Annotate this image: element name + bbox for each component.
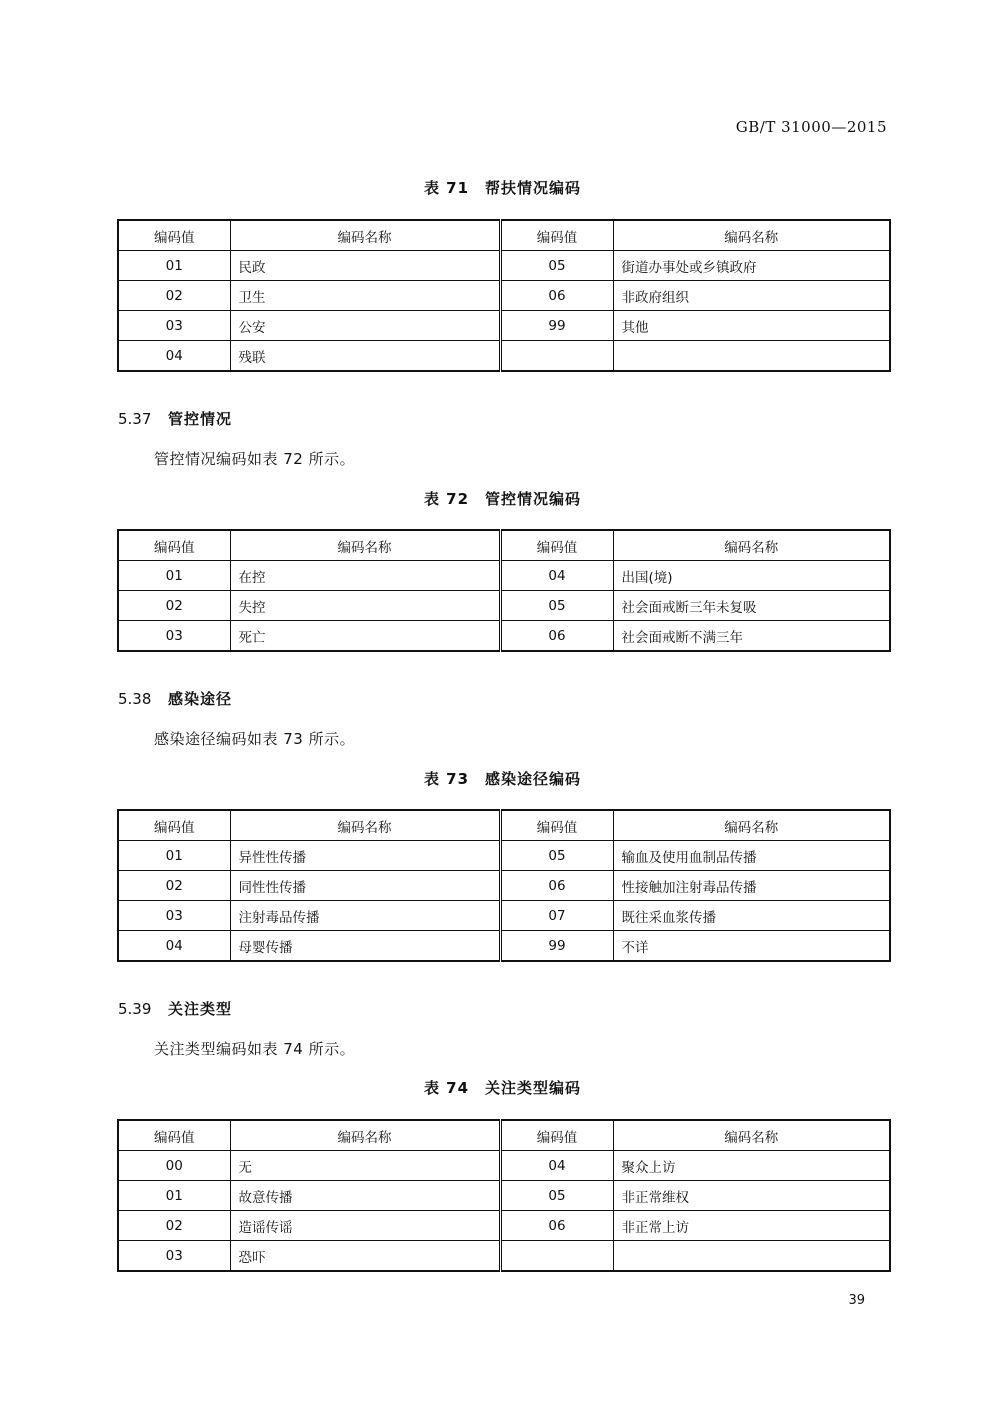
header-code: 编码值 — [500, 810, 613, 841]
code-value-cell: 06 — [500, 1211, 613, 1241]
code-name-cell: 性接触加注射毒品传播 — [613, 871, 890, 901]
header-code: 编码值 — [500, 530, 613, 561]
header-code: 编码值 — [118, 220, 230, 251]
code-value-cell: 01 — [118, 251, 230, 281]
code-name-cell: 街道办事处或乡镇政府 — [613, 251, 890, 281]
table-72 — [117, 529, 891, 652]
table-row — [118, 1151, 890, 1181]
table-row — [118, 1241, 890, 1272]
code-name-cell — [613, 341, 890, 372]
table-72-title: 表 72 管控情况编码 — [423, 490, 582, 508]
header-code: 编码值 — [500, 220, 613, 251]
code-name-cell: 输血及使用血制品传播 — [613, 841, 890, 871]
code-name-cell: 无 — [230, 1151, 500, 1181]
header-name: 编码名称 — [613, 220, 890, 251]
section-title: 关注类型 — [168, 1000, 233, 1018]
header-code: 编码值 — [118, 530, 230, 561]
table-header-row — [118, 220, 890, 251]
header-name: 编码名称 — [613, 530, 890, 561]
code-name-cell: 不详 — [613, 931, 890, 962]
table-71 — [117, 219, 891, 372]
code-name-cell: 残联 — [230, 341, 500, 372]
code-value-cell: 03 — [118, 1241, 230, 1272]
table-74-title: 表 74 关注类型编码 — [423, 1079, 582, 1097]
code-name-cell: 失控 — [230, 591, 500, 621]
code-value-cell — [500, 341, 613, 372]
code-value-cell: 03 — [118, 901, 230, 931]
code-value-cell: 06 — [500, 281, 613, 311]
section-number: 5.37 — [118, 410, 152, 428]
code-value-cell: 05 — [500, 1181, 613, 1211]
code-value-cell: 04 — [500, 1151, 613, 1181]
page-number: 39 — [848, 1293, 865, 1308]
code-name-cell: 非正常上访 — [613, 1211, 890, 1241]
code-name-cell: 公安 — [230, 311, 500, 341]
section-heading-5-37 — [118, 408, 232, 429]
table-row — [118, 841, 890, 871]
header-name: 编码名称 — [230, 810, 500, 841]
code-name-cell: 异性性传播 — [230, 841, 500, 871]
code-name-cell: 故意传播 — [230, 1181, 500, 1211]
code-value-cell: 01 — [118, 841, 230, 871]
standard-code: GB/T 31000—2015 — [735, 118, 887, 136]
table-row — [118, 1211, 890, 1241]
code-name-cell: 社会面戒断不满三年 — [613, 621, 890, 652]
code-value-cell: 04 — [118, 341, 230, 372]
code-value-cell: 06 — [500, 621, 613, 652]
code-value-cell: 02 — [118, 281, 230, 311]
code-name-cell: 注射毒品传播 — [230, 901, 500, 931]
code-value-cell: 05 — [500, 841, 613, 871]
section-title: 管控情况 — [168, 410, 233, 428]
code-name-cell: 母婴传播 — [230, 931, 500, 962]
code-name-cell — [613, 1241, 890, 1272]
code-name-cell: 死亡 — [230, 621, 500, 652]
code-name-cell: 恐吓 — [230, 1241, 500, 1272]
header-code: 编码值 — [118, 1120, 230, 1151]
code-value-cell: 07 — [500, 901, 613, 931]
table-71-title: 表 71 帮扶情况编码 — [423, 179, 582, 197]
code-value-cell: 04 — [500, 561, 613, 591]
header-name: 编码名称 — [613, 1120, 890, 1151]
table-74 — [117, 1119, 891, 1272]
header-name: 编码名称 — [230, 220, 500, 251]
code-value-cell: 03 — [118, 621, 230, 652]
code-name-cell: 卫生 — [230, 281, 500, 311]
table-header-row — [118, 810, 890, 841]
section-number: 5.38 — [118, 690, 152, 708]
code-value-cell: 05 — [500, 251, 613, 281]
code-name-cell: 民政 — [230, 251, 500, 281]
code-name-cell: 非正常维权 — [613, 1181, 890, 1211]
table-73 — [117, 809, 891, 962]
table-row — [118, 901, 890, 931]
code-value-cell: 01 — [118, 561, 230, 591]
table-row — [118, 871, 890, 901]
code-value-cell: 01 — [118, 1181, 230, 1211]
code-value-cell: 05 — [500, 591, 613, 621]
section-paragraph: 关注类型编码如表 74 所示。 — [154, 1040, 356, 1058]
table-row — [118, 311, 890, 341]
table-header-row — [118, 1120, 890, 1151]
code-name-cell: 社会面戒断三年未复吸 — [613, 591, 890, 621]
code-name-cell: 既往采血浆传播 — [613, 901, 890, 931]
section-title: 感染途径 — [168, 690, 233, 708]
table-73-title: 表 73 感染途径编码 — [423, 770, 582, 788]
code-name-cell: 出国(境) — [613, 561, 890, 591]
table-row — [118, 591, 890, 621]
header-code: 编码值 — [500, 1120, 613, 1151]
code-name-cell: 非政府组织 — [613, 281, 890, 311]
code-value-cell: 03 — [118, 311, 230, 341]
section-heading-5-38 — [118, 688, 232, 709]
code-value-cell: 04 — [118, 931, 230, 962]
code-value-cell — [500, 1241, 613, 1272]
code-name-cell: 在控 — [230, 561, 500, 591]
table-row — [118, 341, 890, 372]
table-row — [118, 1181, 890, 1211]
code-name-cell: 同性性传播 — [230, 871, 500, 901]
code-value-cell: 02 — [118, 871, 230, 901]
table-row — [118, 251, 890, 281]
section-heading-5-39 — [118, 998, 232, 1019]
table-row — [118, 621, 890, 652]
code-value-cell: 02 — [118, 591, 230, 621]
section-number: 5.39 — [118, 1000, 152, 1018]
code-value-cell: 99 — [500, 311, 613, 341]
code-name-cell: 其他 — [613, 311, 890, 341]
header-name: 编码名称 — [613, 810, 890, 841]
code-value-cell: 00 — [118, 1151, 230, 1181]
code-name-cell: 聚众上访 — [613, 1151, 890, 1181]
table-row — [118, 561, 890, 591]
header-name: 编码名称 — [230, 1120, 500, 1151]
section-paragraph: 管控情况编码如表 72 所示。 — [154, 450, 356, 468]
header-code: 编码值 — [118, 810, 230, 841]
section-paragraph: 感染途径编码如表 73 所示。 — [154, 730, 356, 748]
code-name-cell: 造谣传谣 — [230, 1211, 500, 1241]
header-name: 编码名称 — [230, 530, 500, 561]
table-row — [118, 931, 890, 962]
table-row — [118, 281, 890, 311]
code-value-cell: 99 — [500, 931, 613, 962]
table-header-row — [118, 530, 890, 561]
code-value-cell: 02 — [118, 1211, 230, 1241]
code-value-cell: 06 — [500, 871, 613, 901]
